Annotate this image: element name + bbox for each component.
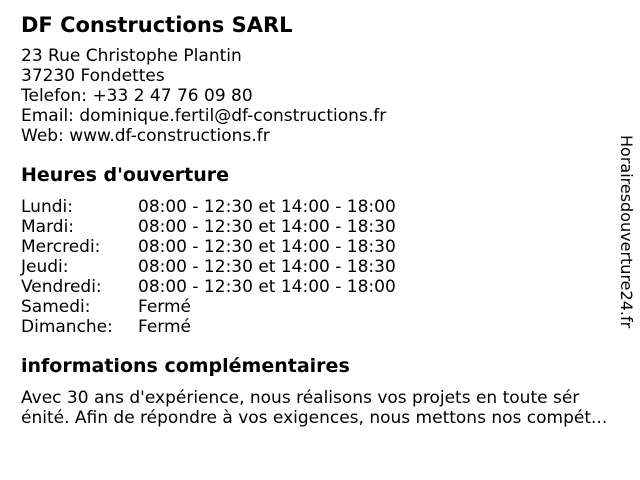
hours-value: 08:00 - 12:30 et 14:00 - 18:00	[138, 197, 396, 217]
phone-line	[21, 86, 640, 106]
hours-value: Fermé	[138, 297, 192, 317]
hours-row-thursday	[21, 257, 640, 277]
day-label: Mercredi:	[21, 237, 101, 257]
web-line	[21, 126, 640, 146]
hours-row-tuesday	[21, 217, 640, 237]
day-label: Samedi:	[21, 297, 91, 317]
hours-value: 08:00 - 12:30 et 14:00 - 18:00	[138, 277, 396, 297]
day-label: Dimanche:	[21, 317, 113, 337]
hours-row-monday	[21, 197, 640, 217]
hours-value: 08:00 - 12:30 et 14:00 - 18:30	[138, 237, 396, 257]
description-block	[21, 388, 640, 428]
hours-value: 08:00 - 12:30 et 14:00 - 18:30	[138, 217, 396, 237]
hours-row-wednesday	[21, 237, 640, 257]
hours-row-sunday	[21, 317, 640, 337]
web-label: Web:	[21, 126, 64, 146]
phone-label: Telefon:	[21, 86, 88, 106]
email-value: dominique.fertil@df-constructions.fr	[79, 106, 387, 126]
phone-value: +33 2 47 76 09 80	[92, 86, 253, 106]
hours-row-friday	[21, 277, 640, 297]
email-line	[21, 106, 640, 126]
description-line-1: Avec 30 ans d'expérience, nous réalisons vos projets en toute sér	[21, 388, 580, 408]
hours-value: Fermé	[138, 317, 192, 337]
hours-value: 08:00 - 12:30 et 14:00 - 18:30	[138, 257, 396, 277]
day-label: Lundi:	[21, 197, 73, 217]
opening-hours-table	[21, 197, 640, 337]
hours-row-saturday	[21, 297, 640, 317]
day-label: Mardi:	[21, 217, 75, 237]
contact-block	[21, 46, 640, 146]
info-section-title: informations complémentaires	[21, 355, 350, 377]
address-line-2: 37230 Fondettes	[21, 66, 165, 86]
day-label: Jeudi:	[21, 257, 69, 277]
page-title: DF Constructions SARL	[21, 13, 293, 37]
day-label: Vendredi:	[21, 277, 102, 297]
web-value: www.df-constructions.fr	[69, 126, 270, 146]
description-line-2: énité. Afin de répondre à vos exigences, nous mettons nos compét...	[21, 408, 608, 428]
watermark-brand: Horairesdouverture24.fr	[617, 135, 636, 329]
email-label: Email:	[21, 106, 74, 126]
address-line-1: 23 Rue Christophe Plantin	[21, 46, 242, 66]
hours-section-title: Heures d'ouverture	[21, 164, 229, 186]
